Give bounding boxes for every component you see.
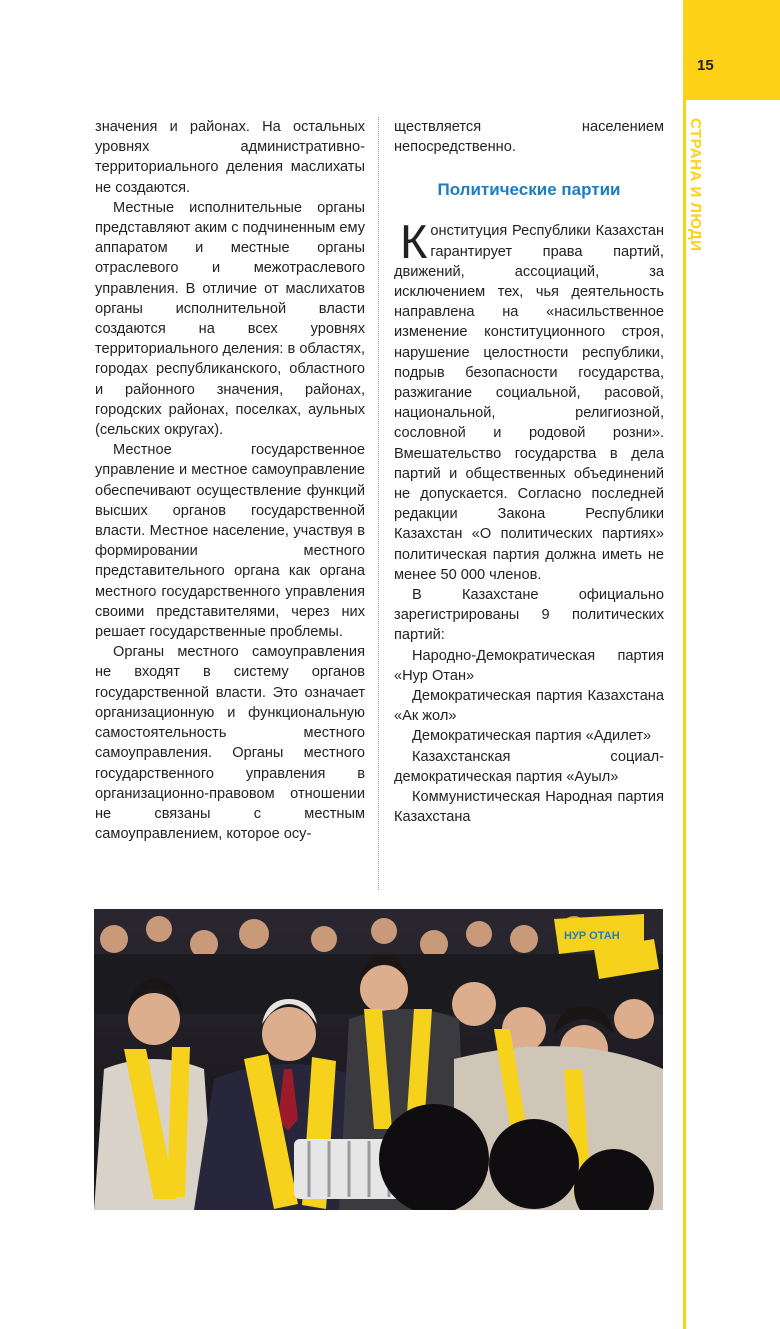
right-column — [394, 117, 664, 828]
page-number: 15 — [697, 57, 714, 74]
paragraph: В Казахстане официально зарегистрированы 9 политических партий: — [394, 587, 664, 644]
party-list — [394, 646, 664, 828]
dropcap: К — [400, 215, 428, 269]
party-item: Казахстанская социал-демократическая партия «Ауыл» — [394, 748, 664, 785]
paragraph: значения и районах. На остальных уровнях административно-территориального деления маслихаты не создаются. — [95, 119, 365, 196]
party-item: Демократическая партия «Адилет» — [412, 728, 652, 745]
paragraph: ществляется населением непосредственно. — [394, 119, 664, 156]
paragraph: Местные исполнительные органы представляют аким с подчиненным ему аппаратом и местные органы отраслевого и межотраслевого управления. В отличие от маслихатов органы исполнительной власти создаются на всех уровнях территориального деления: в областях, городах республиканского, областного и районного значения, районах, городских районах, поселках, аульных (сельских округах). — [95, 199, 366, 439]
party-item: Коммунистическая Народная партия Казахстана — [394, 789, 664, 826]
paragraph: Местное государственное управление и местное самоуправление обеспечивают осуществление функций высших органов государственной власти. Местное население, участвуя в формировании местного представительного органа как органа местного государственного управления своими представителями, через них решает государственные проблемы. — [95, 442, 365, 641]
page-number-tab — [685, 0, 780, 100]
party-item: Народно-Демократическая партия «Нур Отан» — [394, 647, 664, 684]
paragraph: Органы местного самоуправления не входят в систему органов государственной власти. Это означает организационную и функциональную самостоятельность местного самоуправления. Органы местного государственного управления в организационно-правовом отношении не связаны с местным самоуправлением, которое осу- — [95, 644, 365, 843]
flag-text: НУР ОТАН — [564, 930, 620, 942]
column-divider — [378, 117, 379, 890]
paragraph-text: онституция Республики Казахстан гарантирует права партий, движений, ассоциаций, за исключением тех, чья деятельность направлена на «насильственное изменение конституционного строя, нарушение целостности республики, подрыв безопасности государства, разжигание социальной, расовой, национальной, религиозной, сословной и родовой розни». Вмешательство государства в дела партий и общественных объединений не допускается. Согласно последней редакции Закона Республики Казахстан «О политических партиях» политическая партия должна иметь не менее 50 000 членов. — [394, 223, 664, 583]
left-column — [95, 117, 365, 844]
crowd-photo-icon — [94, 909, 663, 1210]
crowd-photo — [94, 909, 663, 1210]
section-heading: Политические партии — [437, 180, 621, 200]
paragraph-with-dropcap — [394, 215, 664, 585]
section-label: СТРАНА И ЛЮДИ — [687, 118, 704, 252]
party-item: Демократическая партия Казахстана «Ак жол» — [394, 688, 664, 725]
